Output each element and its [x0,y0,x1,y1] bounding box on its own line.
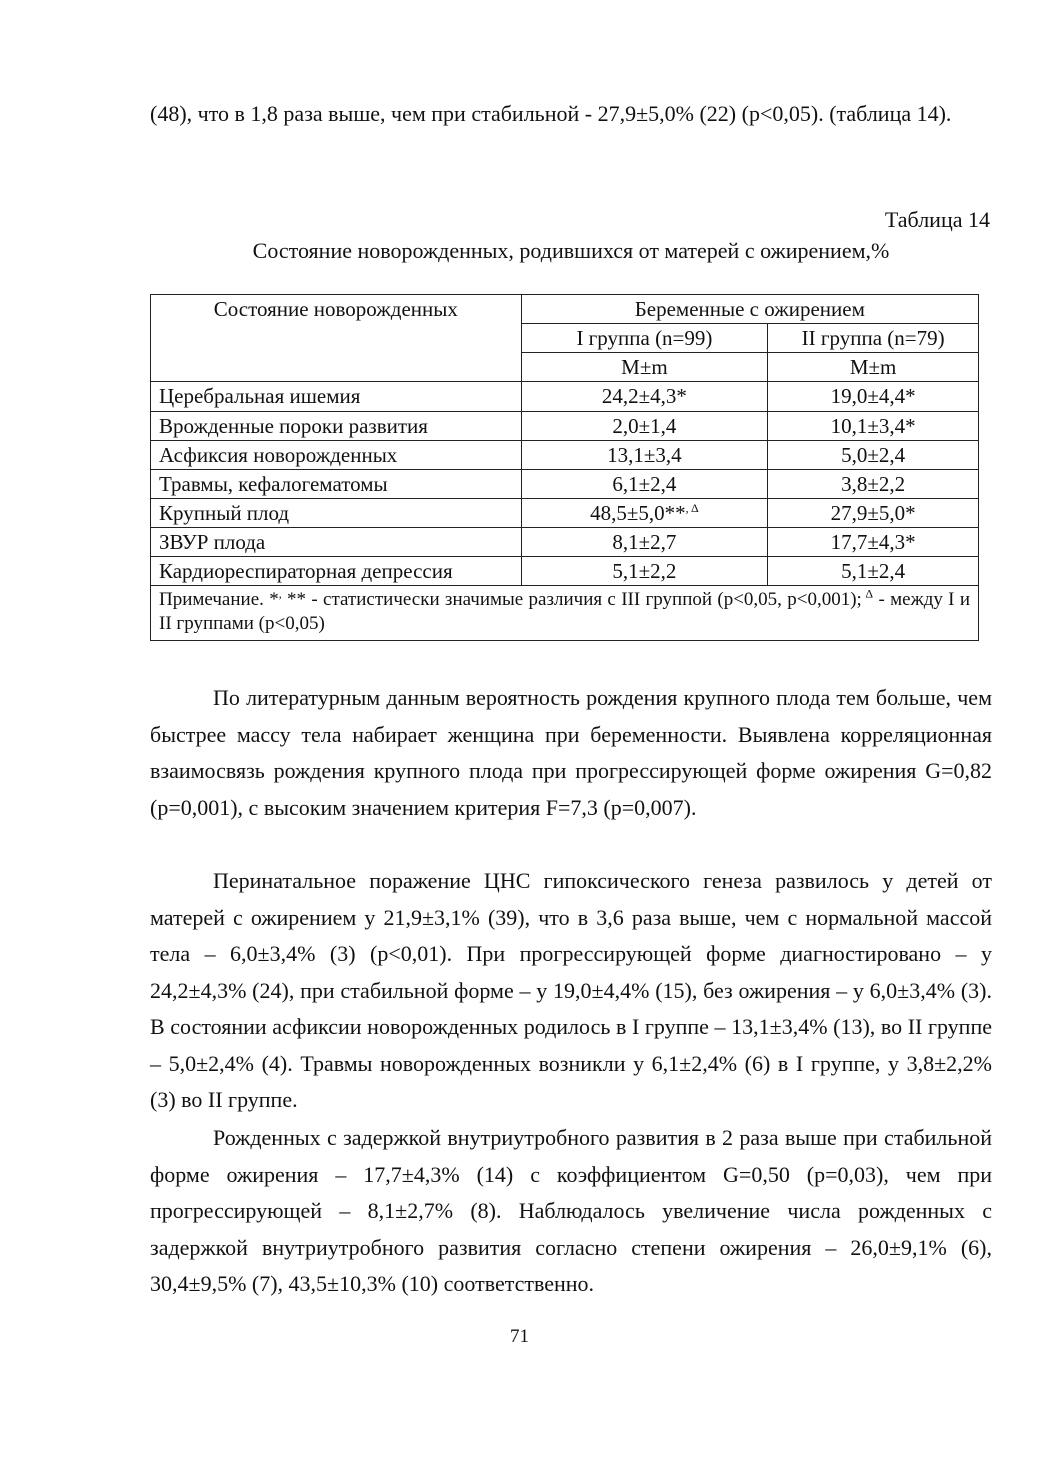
row-group2-value: 5,1±2,4 [768,557,979,586]
group1-value-text: 24,2±4,3* [601,384,687,409]
row-group1-value [521,557,768,586]
note-part-a: Примечание. * [159,589,279,611]
intro-paragraph: (48), что в 1,8 раза выше, чем при стабильной - 27,9±5,0% (22) (p<0,05). (таблица 14). [150,101,952,126]
newborn-condition-table [150,294,979,641]
row-condition-name: ЗВУР плода [151,528,522,557]
table-title: Состояние новорожденных, родившихся от матерей с ожирением,% [252,238,890,263]
table-row [151,528,979,557]
body-paragraph-1: По литературным данным вероятность рождения крупного плода тем больше, чем быстрее массу тела набирает женщина при беременности. Выявлена корреляционная взаимосвязь рождения крупного плода при прогрессирующей форме ожирения G=0,82 (p=0,001), с высоким значением критерия F=7,3 (p=0,007). [150,685,992,820]
body-paragraph-2: Перинатальное поражение ЦНС гипоксического генеза развилось у детей от матерей с ожирением у 21,9±3,1% (39), что в 3,6 раза выше, чем с нормальной массой тела – 6,0±3,4% (3) (p<0,01). При прогрессирующей форме диагностировано – у 24,2±4,3% (24), при стабильной форме – у 19,0±4,4% (15), без ожирения – у 6,0±3,4% (3). В состоянии асфиксии новорожденных родилось в I группе – 13,1±3,4% (13), во II группе – 5,0±2,4% (4). Травмы новорожденных возникли у 6,1±2,4% (6) в I группе, у 3,8±2,2% (3) во II группе. [150,868,992,1112]
group1-value-text: 8,1±2,7 [612,530,677,555]
table-body [151,382,979,586]
row-group1-value [521,411,768,440]
row-condition-name: Крупный плод [151,498,522,527]
header-stat2: M±m [768,353,979,382]
table-row [151,498,979,527]
row-group2-value: 17,7±4,3* [768,528,979,557]
note-sup-2: Δ [861,587,874,602]
row-group2-value: 19,0±4,4* [768,382,979,411]
group1-value-text: 5,1±2,2 [612,559,677,584]
header-condition: Состояние новорожденных [151,295,522,382]
row-group1-value [521,498,768,527]
group1-value-text: 6,1±2,4 [612,471,677,496]
table-header-row [151,295,979,324]
row-condition-name: Церебральная ишемия [151,382,522,411]
group1-value-text: 13,1±3,4 [607,442,682,467]
header-group2: II группа (n=79) [768,324,979,353]
row-condition-name: Врожденные пороки развития [151,411,522,440]
table-row [151,469,979,498]
row-group1-value [521,528,768,557]
row-group1-value [521,440,768,469]
row-condition-name: Травмы, кефалогематомы [151,469,522,498]
group1-value-marker: , Δ [685,500,699,515]
row-group1-value [521,469,768,498]
table-note [151,586,979,641]
row-group2-value: 5,0±2,4 [768,440,979,469]
body-paragraph-3: Рожденных с задержкой внутриутробного развития в 2 раза выше при стабильной форме ожирения – 17,7±4,3% (14) с коэффициентом G=0,50 (p=0,03), чем при прогрессирующей – 8,1±2,7% (8). Наблюдалось увеличение числа рожденных с задержкой внутриутробного развития согласно степени ожирения – 26,0±9,1% (6), 30,4±9,5% (7), 43,5±10,3% (10) соответственно. [150,1125,992,1296]
header-stat1: M±m [521,353,768,382]
table-row [151,557,979,586]
table-row [151,440,979,469]
row-group1-value [521,382,768,411]
table-row [151,382,979,411]
table-note-row [151,586,979,641]
header-group: Беременные с ожирением [521,295,978,324]
row-condition-name: Асфиксия новорожденных [151,440,522,469]
row-group2-value: 27,9±5,0* [768,498,979,527]
group1-value-text: 2,0±1,4 [612,413,677,438]
row-group2-value: 10,1±3,4* [768,411,979,440]
row-group2-value: 3,8±2,2 [768,469,979,498]
table-row [151,411,979,440]
note-part-b: ** - статистически значимые различия с III группой (p<0,05, p<0,001); [281,589,862,611]
note-sup-1: , [278,587,282,602]
group1-value-text: 48,5±5,0** [590,500,686,525]
page-number: 71 [510,1326,529,1347]
note-part-c: - между I и II группами (p<0,05) [159,589,971,635]
row-condition-name: Кардиореспираторная депрессия [151,557,522,586]
header-group1: I группа (n=99) [521,324,768,353]
table-label: Таблица 14 [884,207,990,232]
